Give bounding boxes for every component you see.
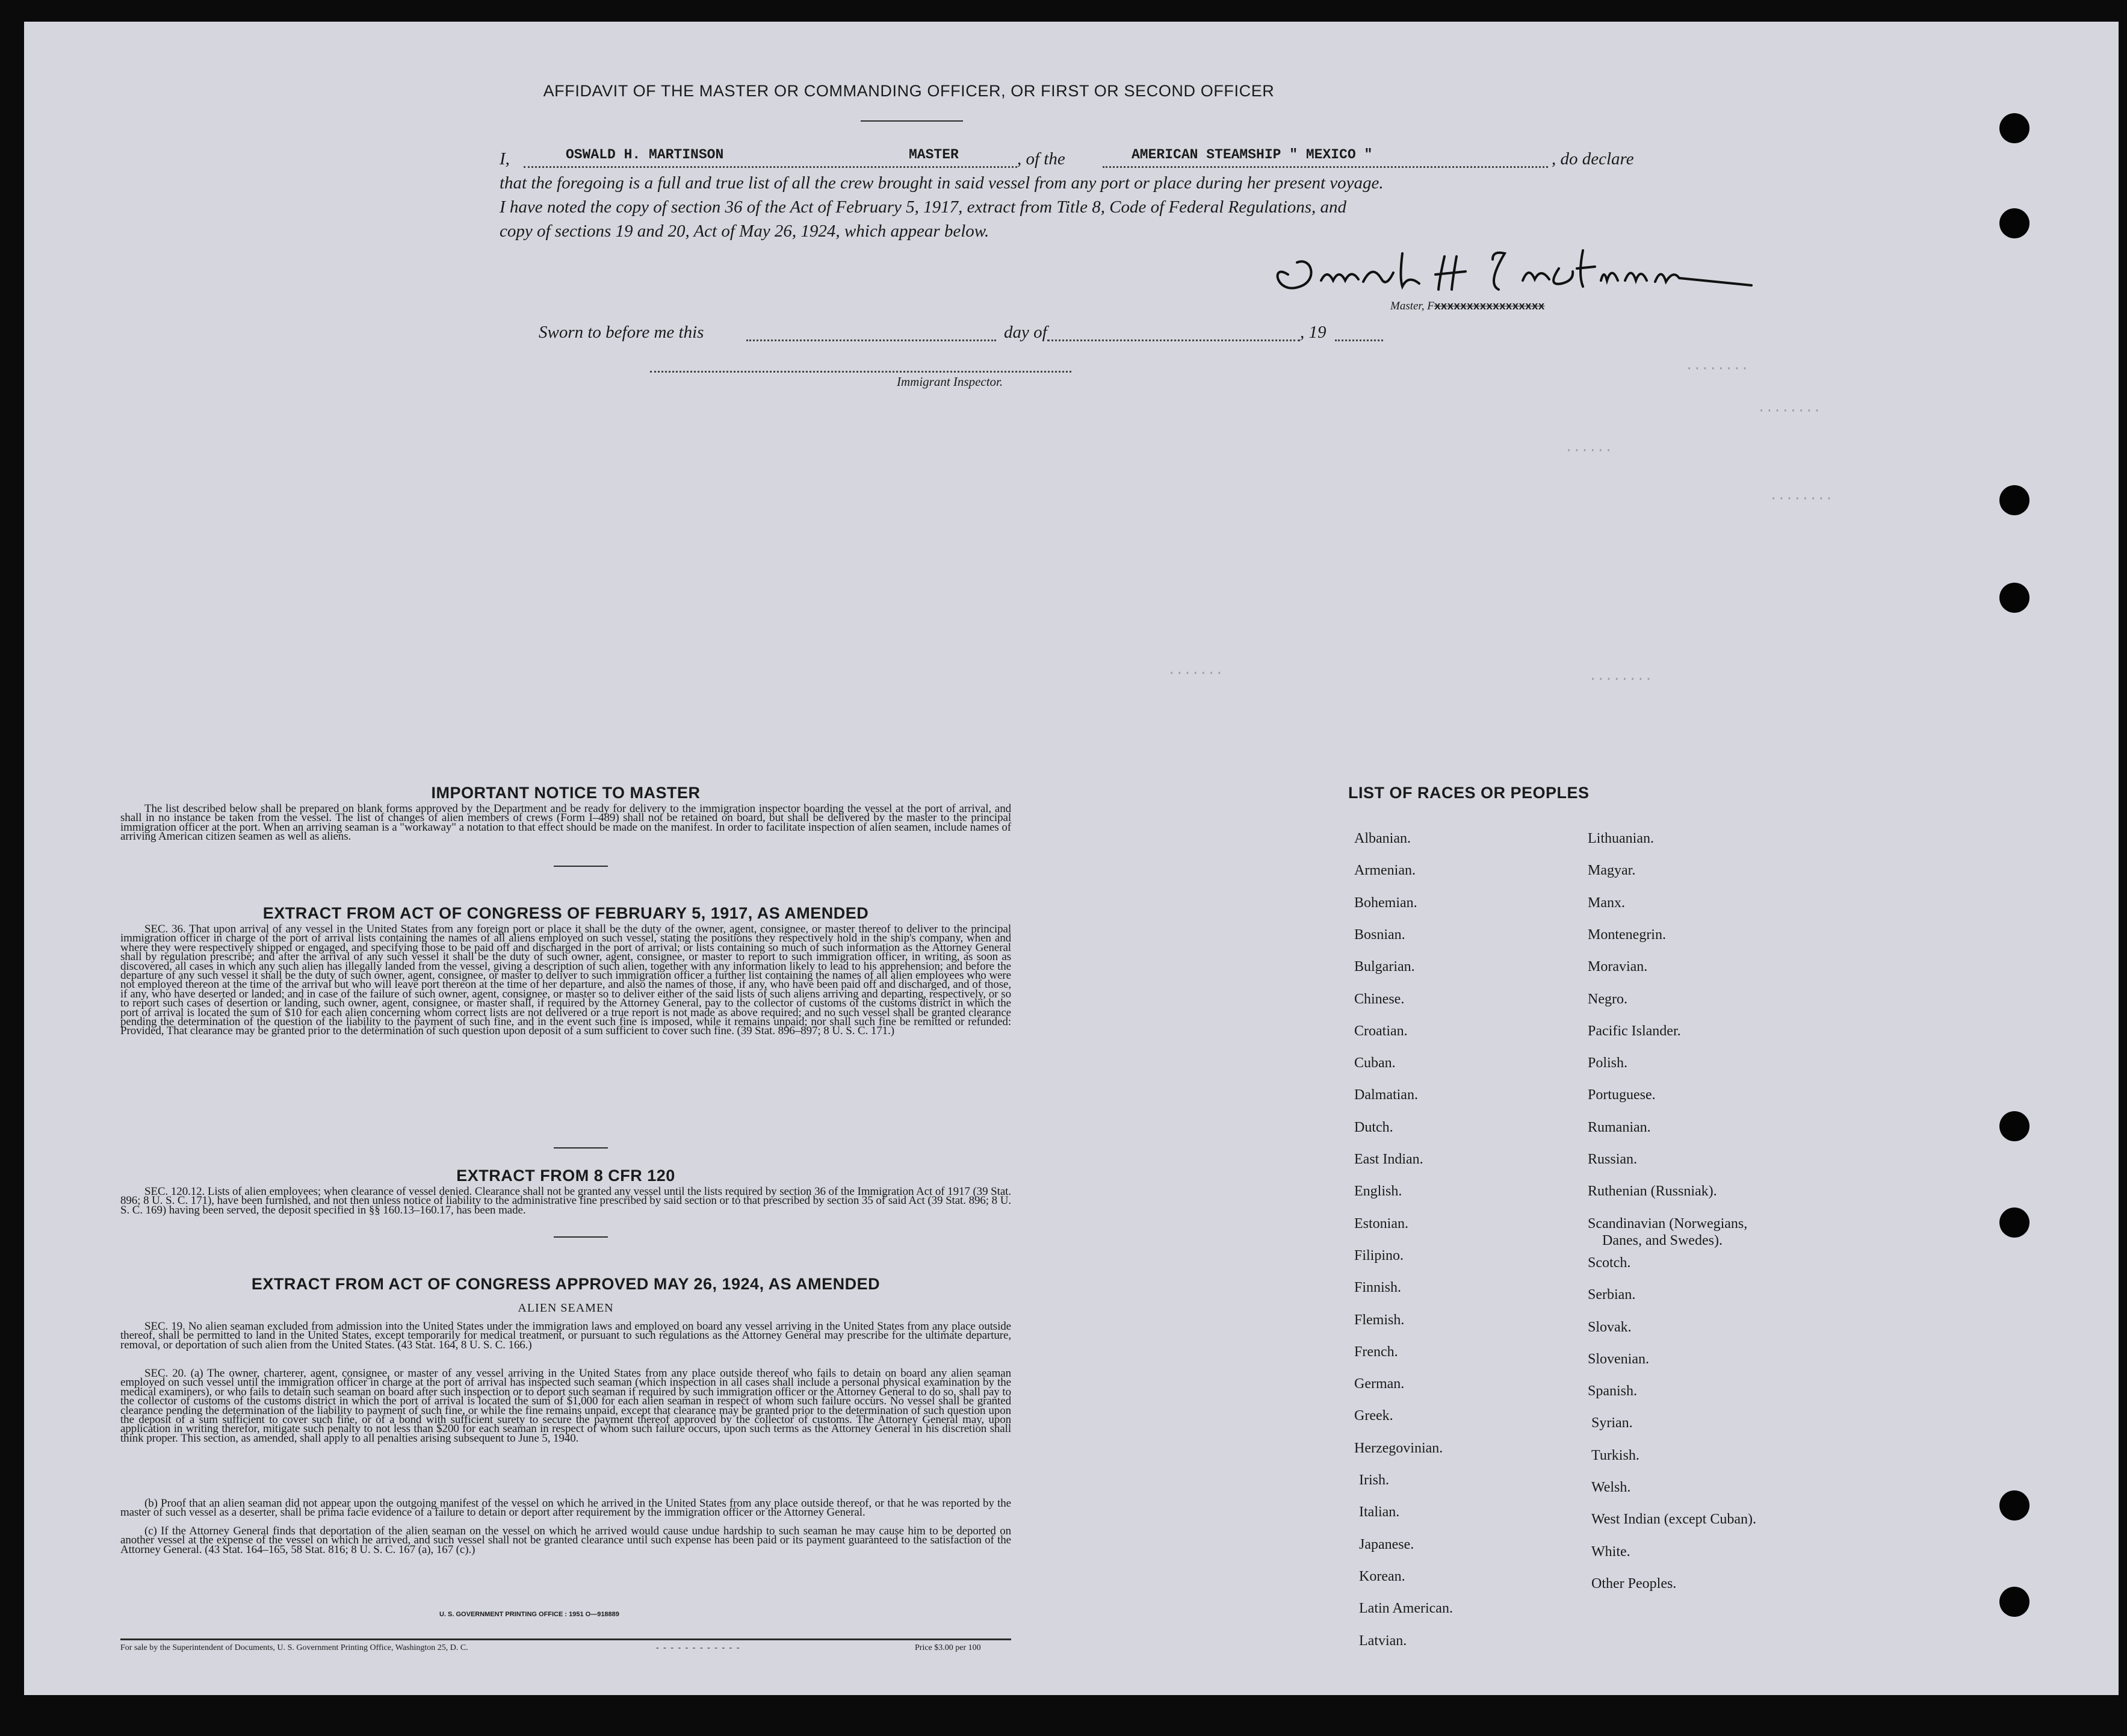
race-item: Russian. bbox=[1588, 1152, 1638, 1167]
declaration-line-2: that the foregoing is a full and true list of all the crew brought in said vessel from any port or place during her present voyage. bbox=[500, 173, 1384, 193]
punch-hole bbox=[1999, 1111, 2029, 1141]
of-the-label: , of the bbox=[1017, 149, 1065, 169]
race-item: German. bbox=[1354, 1376, 1405, 1392]
punch-hole bbox=[1999, 1490, 2029, 1521]
extract3-sec20b: (b) Proof that an alien seaman did not appear upon the outgoing manifest of the vessel on which he arrived in the United States from any place outside thereof, or that he was reported by the master of such vessel as a deserter, shall be prima facie evidence of a failure to detain or deport after requirement by the immigration officer or the Attorney General. bbox=[120, 1497, 1011, 1519]
race-item: French. bbox=[1354, 1344, 1398, 1360]
race-item: Serbian. bbox=[1588, 1287, 1636, 1303]
alien-seamen-subheading: ALIEN SEAMEN bbox=[518, 1301, 614, 1315]
race-item: English. bbox=[1354, 1183, 1402, 1200]
bleed-through-mark: ········ bbox=[1589, 672, 1653, 687]
bleed-through-mark: ········ bbox=[1757, 403, 1821, 418]
race-item: Croatian. bbox=[1354, 1023, 1408, 1039]
race-item: Greek. bbox=[1354, 1408, 1393, 1424]
day-of-label: day of bbox=[1004, 323, 1047, 342]
race-item: White. bbox=[1591, 1543, 1630, 1560]
race-item: Dutch. bbox=[1354, 1119, 1393, 1135]
race-item: Flemish. bbox=[1354, 1312, 1405, 1328]
race-item: West Indian (except Cuban). bbox=[1591, 1511, 1756, 1528]
race-item: Moravian. bbox=[1588, 959, 1648, 975]
footer-dashes: - - - - - - - - - - - - bbox=[656, 1643, 741, 1652]
name-field-line bbox=[524, 166, 1017, 168]
affidavit-title: AFFIDAVIT OF THE MASTER OR COMMANDING OFFICER, OR FIRST OR SECOND OFFICER bbox=[543, 82, 1275, 100]
race-item: Spanish. bbox=[1588, 1383, 1638, 1400]
race-item: Polish. bbox=[1588, 1055, 1628, 1071]
notice-text: The list described below shall be prepared on blank forms approved by the Department and be ready for delivery to the immigration inspector boarding the vessel at the port of arrival, and shall in no instance be taken from the vessel. The list of changes of alien members of crews (Form I–489) shall not be retained on board, but shall be delivered by the master to the principal immigration officer at the port. When an arriving seaman is a "workaway" a notation to that effect should be made on the manifest. In order to facilitate inspection of alien seamen, include names of arriving American citizen seamen as well as aliens. bbox=[120, 802, 1011, 843]
extract3-sec20c: (c) If the Attorney General finds that deportation of the alien seaman on the vessel on which he arrived would cause undue hardship to such seaman he may cause him to be deported on another vessel at the expense of the vessel on which he arrived, and such vessel shall not be granted clearance until such expense has been paid or its payment guaranteed to the satisfaction of the Attorney General. (43 Stat. 164–165, 58 Stat. 816; 8 U. S. C. 167 (a), 167 (c).) bbox=[120, 1525, 1011, 1556]
race-item: Scandinavian (Norwegians, bbox=[1588, 1215, 1748, 1232]
race-item: Korean. bbox=[1359, 1568, 1405, 1584]
race-item: Irish. bbox=[1359, 1472, 1389, 1488]
title-rule bbox=[861, 120, 963, 122]
bleed-through-mark: ········ bbox=[1685, 361, 1749, 376]
race-item: Turkish. bbox=[1591, 1447, 1639, 1463]
race-item: Slovenian. bbox=[1588, 1351, 1649, 1367]
footer-rule bbox=[120, 1638, 1011, 1640]
punch-hole bbox=[1999, 113, 2029, 143]
divider bbox=[554, 1236, 608, 1238]
punch-hole bbox=[1999, 208, 2029, 238]
declaration-line-4: copy of sections 19 and 20, Act of May 26, 1924, which appear below. bbox=[500, 222, 989, 241]
race-item: Bulgarian. bbox=[1354, 959, 1415, 975]
punch-hole bbox=[1999, 583, 2029, 613]
do-declare-label: , do declare bbox=[1552, 149, 1634, 169]
race-item: Estonian. bbox=[1354, 1215, 1408, 1232]
race-item: Negro. bbox=[1588, 991, 1627, 1007]
master-rank: MASTER bbox=[909, 147, 959, 163]
year-label: , 19 bbox=[1300, 323, 1327, 342]
punch-hole bbox=[1999, 1207, 2029, 1238]
signature-caption-label: Master, F bbox=[1390, 300, 1434, 312]
race-item: Herzegovinian. bbox=[1354, 1440, 1443, 1456]
punch-hole bbox=[1999, 1587, 2029, 1617]
race-item: Ruthenian (Russniak). bbox=[1588, 1183, 1717, 1200]
race-item: East Indian. bbox=[1354, 1152, 1423, 1167]
signature-struck-title: xxxxxxxxxxxxxxxxx bbox=[1434, 301, 1545, 313]
bleed-through-mark: ······· bbox=[1168, 666, 1224, 681]
inspector-signature-line bbox=[650, 371, 1071, 373]
master-name: OSWALD H. MARTINSON bbox=[566, 147, 724, 163]
declaration-i: I, bbox=[500, 149, 510, 169]
extract2-text: SEC. 120.12. Lists of alien employees; when clearance of vessel denied. Clearance shall not be granted any vessel until the lists required by section 36 of the Immigration Act of 1917 (39 Stat. 896; 8 U. S. C. 171), have been furnished, and not then unless notice of liability to the administrative fine prescribed by said section or to that prescribed by section 35 of said Act (39 Stat. 896; 8 U. S. C. 169) having been served, the deposit specified in §§ 160.13–160.17, has been made. bbox=[120, 1185, 1011, 1217]
footer-price: Price $3.00 per 100 bbox=[915, 1643, 981, 1652]
race-item: Albanian. bbox=[1354, 831, 1411, 846]
extract1-text: SEC. 36. That upon arrival of any vessel in the United States from any foreign port or place it shall be the duty of the owner, agent, consignee, or master thereof to deliver to the principal immigration officer in charge of the port of arrival lists containing the names of all aliens employed on such vessel, stating the positions they respectively hold in the ship's company, when and where they were respectively shipped or engaged, and specifying those to be paid off and discharged in the port of arrival; or lists containing so much of such information as the Attorney General shall by regulation prescribe; and after the arrival of any such vessel it shall be the duty of such owner, agent, consignee, or master to report to such immigration officer, in writing, as soon as discovered, all cases in which any such alien has illegally landed from the vessel, giving a description of such alien, together with any information likely to lead to his apprehension; and before the departure of any such vessel it shall be the duty of such owner, agent, consignee, or master to deliver to such immigration officer a further list containing the names of all alien employees who were not employed thereon at the time of the arrival but who will leave port thereon at the time of her departure, and also the names of those, if any, who have been paid off and discharged, and of those, if any, who have deserted or landed; and in case of the failure of such owner, agent, consignee, or master so to deliver either of the said lists of such aliens arriving and departing, respectively, or so to report such cases of desertion or landing, such owner, agent, consignee, or master shall, if required by the Attorney General, pay to the collector of customs of the customs district in which the port of arrival is located the sum of $10 for each alien concerning whom correct lists are not delivered or a true report is not made as above required; and no such vessel shall be granted clearance pending the determination of the question of the liability to the payment of such fine, and in the event such fine is imposed, while it remains unpaid; nor shall such fine be remitted or refunded: Provided, That clearance may be granted prior to the determination of such question upon deposit of a sum sufficient to cover such fine. (39 Stat. 896–897; 8 U. S. C. 171.) bbox=[120, 923, 1011, 1038]
document-page bbox=[24, 22, 2119, 1695]
race-item: Syrian. bbox=[1591, 1415, 1633, 1431]
race-item: Scotch. bbox=[1588, 1254, 1631, 1271]
race-item: Bohemian. bbox=[1354, 894, 1417, 911]
bleed-through-mark: ······ bbox=[1565, 443, 1613, 458]
sworn-label: Sworn to before me this bbox=[539, 323, 704, 342]
vessel-name: AMERICAN STEAMSHIP " MEXICO " bbox=[1132, 147, 1373, 163]
race-item: Slovak. bbox=[1588, 1319, 1632, 1335]
race-item: Portuguese. bbox=[1588, 1087, 1656, 1103]
race-item: Magyar. bbox=[1588, 863, 1636, 879]
divider bbox=[554, 866, 608, 867]
race-item: Japanese. bbox=[1359, 1536, 1414, 1552]
printing-office-line: U. S. GOVERNMENT PRINTING OFFICE : 1951 O—918889 bbox=[439, 1611, 619, 1618]
inspector-label: Immigrant Inspector. bbox=[897, 374, 1003, 389]
sworn-year-field bbox=[1335, 339, 1383, 341]
notice-heading: IMPORTANT NOTICE TO MASTER bbox=[431, 784, 701, 802]
races-heading: LIST OF RACES OR PEOPLES bbox=[1348, 784, 1590, 802]
race-item: Welsh. bbox=[1591, 1480, 1631, 1495]
extract2-heading: EXTRACT FROM 8 CFR 120 bbox=[456, 1167, 675, 1185]
race-item: Bosnian. bbox=[1354, 926, 1405, 943]
race-item: Italian. bbox=[1359, 1504, 1400, 1521]
declaration-line-3: I have noted the copy of section 36 of the Act of February 5, 1917, extract from Title 8, Code of Federal Regulations, and bbox=[500, 197, 1347, 217]
race-item: Danes, and Swedes). bbox=[1602, 1232, 1723, 1248]
extract3-heading: EXTRACT FROM ACT OF CONGRESS APPROVED MAY 26, 1924, AS AMENDED bbox=[251, 1275, 881, 1293]
race-item: Latvian. bbox=[1359, 1632, 1407, 1649]
divider bbox=[554, 1147, 608, 1149]
race-item: Filipino. bbox=[1354, 1247, 1404, 1263]
punch-hole bbox=[1999, 485, 2029, 515]
sworn-month-field bbox=[1047, 339, 1300, 341]
race-item: Manx. bbox=[1588, 894, 1625, 911]
race-item: Lithuanian. bbox=[1588, 831, 1654, 846]
race-item: Dalmatian. bbox=[1354, 1087, 1418, 1103]
extract3-sec19: SEC. 19. No alien seaman excluded from admission into the United States under the immigration laws and employed on board any vessel arriving in the United States from any place outside thereof, shall be permitted to land in the United States, except temporarily for medical treatment, or pursuant to such regulations as the Attorney General may prescribe for the ultimate departure, removal, or deportation of such alien from the United States. (43 Stat. 164, 8 U. S. C. 166.) bbox=[120, 1320, 1011, 1351]
race-item: Montenegrin. bbox=[1588, 926, 1666, 943]
bleed-through-mark: ········ bbox=[1769, 491, 1833, 506]
race-item: Pacific Islander. bbox=[1588, 1023, 1681, 1039]
signature-caption bbox=[1390, 300, 1544, 313]
extract3-sec20a: SEC. 20. (a) The owner, charterer, agent, consignee, or master of any vessel arriving in the United States from any place outside thereof who fails to detain on board any alien seaman employed on such vessel until the immigration officer in charge at the port of arrival has inspected such seaman (which inspection in all cases shall include a personal physical examination by the medical examiners), or who fails to detain such seaman on board after such inspection or to deport such seaman if required by such immigration officer or the Attorney General to do so, shall pay to the collector of customs of the customs district in which the port of arrival is located the sum of $1,000 for each alien seaman in respect of whom such failure occurs. No vessel shall be granted clearance pending the determination of the liability to payment of such fine, or while the fine remains unpaid, except that clearance may be granted prior to the determination of such question upon the deposit of a sum sufficient to cover such fine, or of a bond with sufficient surety to secure the payment thereof approved by the collector of customs. The Attorney General may, upon application in writing therefor, mitigate such penalty to not less than $200 for each seaman in respect of whom such failure occurs, upon such terms as the Attorney General in his discretion shall think proper. This section, as amended, shall apply to all penalties arising subsequent to June 5, 1940. bbox=[120, 1367, 1011, 1445]
vessel-field-line bbox=[1103, 166, 1548, 168]
race-item: Rumanian. bbox=[1588, 1119, 1651, 1135]
sworn-day-field bbox=[746, 339, 996, 341]
race-item: Cuban. bbox=[1354, 1055, 1396, 1071]
race-item: Other Peoples. bbox=[1591, 1575, 1677, 1592]
race-item: Finnish. bbox=[1354, 1280, 1402, 1296]
race-item: Latin American. bbox=[1359, 1601, 1453, 1617]
race-item: Armenian. bbox=[1354, 863, 1416, 879]
extract1-heading: EXTRACT FROM ACT OF CONGRESS OF FEBRUARY 5, 1917, AS AMENDED bbox=[262, 904, 869, 922]
race-item: Chinese. bbox=[1354, 991, 1405, 1007]
footer-sale-note: For sale by the Superintendent of Documents, U. S. Government Printing Office, Washington 25, D. C. bbox=[120, 1643, 468, 1652]
